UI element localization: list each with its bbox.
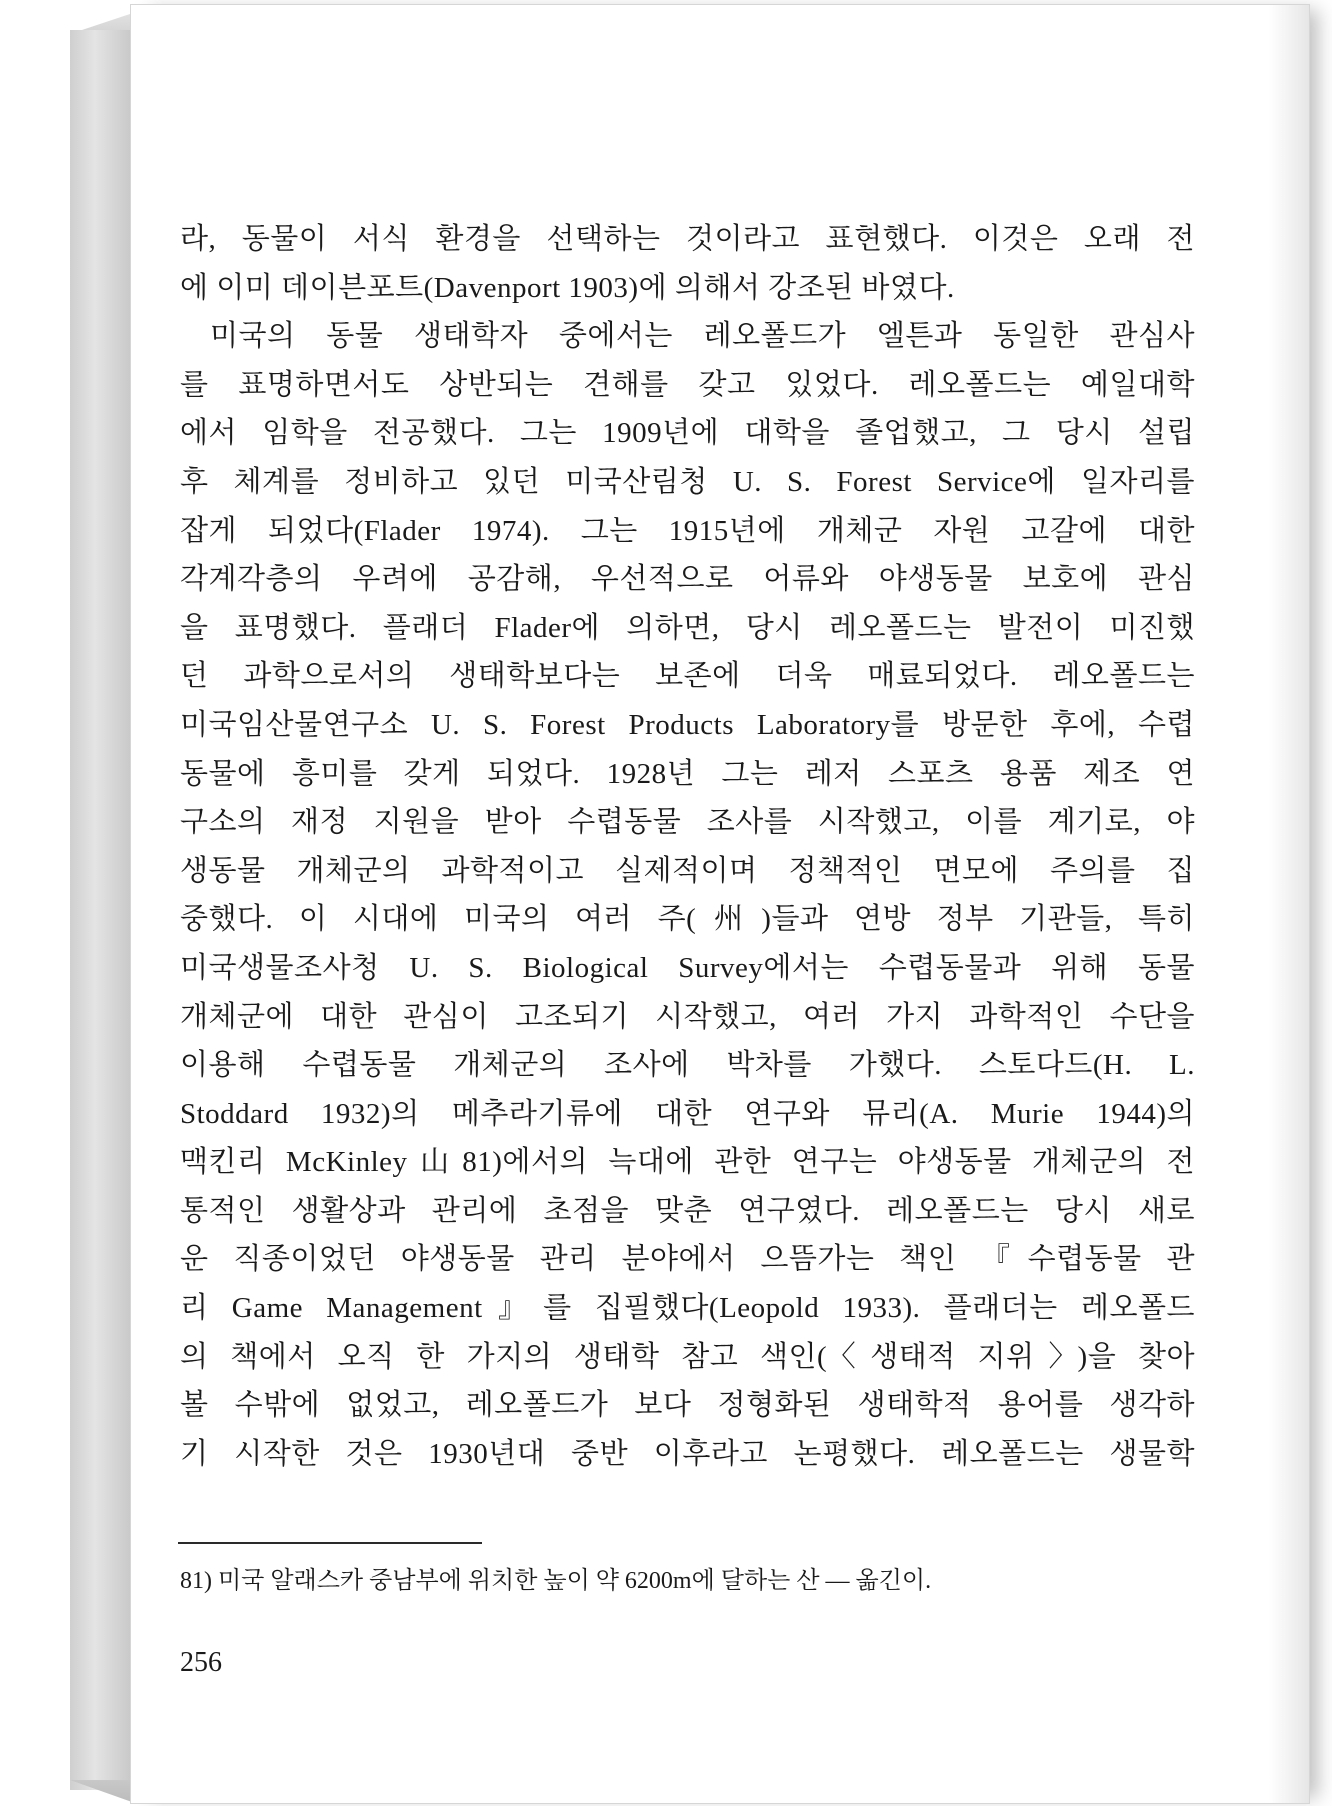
text-line: 맥킨리 McKinley山81)에서의 늑대에 관한 연구는 야생동물 개체군의 전 [180,1146,1195,1179]
book-spine-edge [70,30,132,1790]
text-line: 잡게 되었다(Flader 1974). 그는 1915년에 개체군 자원 고갈에 대한 [180,514,1195,547]
text-line: 구소의 재정 지원을 받아 수렵동물 조사를 시작했고, 이를 계기로, 야 [180,806,1195,839]
text-line: 생동물 개체군의 과학적이고 실제적이며 정책적인 면모에 주의를 집 [180,854,1195,887]
text-line: 미국생물조사청 U. S. Biological Survey에서는 수렵동물과 위해 동물 [180,951,1195,984]
text-line: 라, 동물이 서식 환경을 선택하는 것이라고 표현했다. 이것은 오래 전 [180,223,1195,255]
text-line: 던 과학으로서의 생태학보다는 보존에 더욱 매료되었다. 레오폴드는 [180,660,1195,693]
text-line: 후 체계를 정비하고 있던 미국산림청 U. S. Forest Service에 일자리를 [180,465,1195,498]
footnote: 81) 미국 알래스카 중남부에 위치한 높이 약 6200m에 달하는 산 — 옮긴이. [180,1568,932,1594]
text-line: 에서 임학을 전공했다. 그는 1909년에 대학을 졸업했고, 그 당시 설립 [180,417,1195,450]
text-line: 동물에 흥미를 갖게 되었다. 1928년 그는 레저 스포츠 용품 제조 연 [180,757,1195,790]
text-line: 각계각층의 우려에 공감해, 우선적으로 어류와 야생동물 보호에 관심 [180,563,1195,596]
text-line: 미국임산물연구소 U. S. Forest Products Laboratory를 방문한 후에, 수렵 [180,708,1195,741]
text-line: 의 책에서 오직 한 가지의 생태학 참고 색인(〈생태적 지위〉)을 찾아 [180,1340,1195,1373]
page-edge-shadow [1269,5,1309,1803]
text-line: 볼 수밖에 없었고, 레오폴드가 보다 정형화된 생태학적 용어를 생각하 [180,1389,1195,1422]
text-line: 에 이미 데이븐포트(Davenport 1903)에 의해서 강조된 바였다. [180,271,955,304]
text-line: 리 Game Management』를 집필했다(Leopold 1933). 플래더는 레오폴드 [180,1292,1195,1325]
text-line: 기 시작한 것은 1930년대 중반 이후라고 논평했다. 레오폴드는 생물학 [180,1437,1195,1470]
body-text [180,215,1195,1478]
text-line: 통적인 생활상과 관리에 초점을 맞춘 연구였다. 레오폴드는 당시 새로 [180,1194,1195,1227]
text-line: Stoddard 1932)의 메추라기류에 대한 연구와 뮤리(A. Murie 1944)의 [180,1097,1195,1130]
footnote-divider [178,1542,482,1544]
text-line: 를 표명하면서도 상반되는 견해를 갖고 있었다. 레오폴드는 예일대학 [180,368,1195,401]
text-line: 을 표명했다. 플래더 Flader에 의하면, 당시 레오폴드는 발전이 미진했 [180,611,1195,644]
page-number: 256 [180,1647,222,1678]
text-line: 중했다. 이 시대에 미국의 여러 주(州)들과 연방 정부 기관들, 특히 [180,903,1195,936]
text-line: 개체군에 대한 관심이 고조되기 시작했고, 여러 가지 과학적인 수단을 [180,1000,1195,1033]
text-line: 운 직종이었던 야생동물 관리 분야에서 으뜸가는 책인 『수렵동물 관 [180,1243,1195,1276]
text-line: 미국의 동물 생태학자 중에서는 레오폴드가 엘튼과 동일한 관심사 [210,320,1195,353]
text-line: 이용해 수렵동물 개체군의 조사에 박차를 가했다. 스토다드(H. L. [180,1049,1195,1082]
